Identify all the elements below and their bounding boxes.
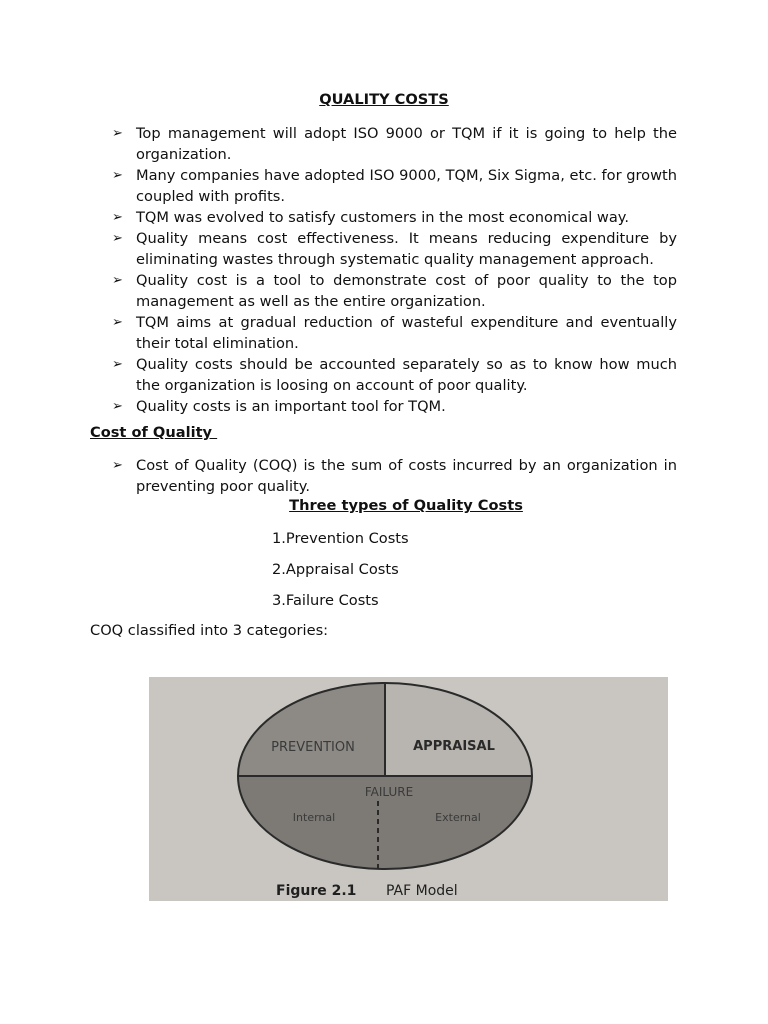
list-item	[112, 165, 677, 207]
internal-label: Internal	[292, 811, 336, 824]
prevention-segment	[229, 677, 385, 776]
appraisal-label: APPRAISAL	[413, 739, 495, 754]
list-item	[112, 455, 677, 497]
arrow-bullet-icon: ➢	[112, 357, 123, 372]
bullet-text: Quality costs should be accounted separately so as to know how much the organization is loosing on account of poor quality.	[136, 356, 677, 394]
figure-caption-title: PAF Model	[386, 883, 458, 899]
arrow-bullet-icon: ➢	[112, 210, 123, 225]
arrow-bullet-icon: ➢	[112, 315, 123, 330]
prevention-label: PREVENTION	[271, 740, 355, 755]
types-heading: Three types of Quality Costs	[289, 497, 523, 514]
arrow-bullet-icon: ➢	[112, 273, 123, 288]
appraisal-segment	[385, 677, 545, 776]
bullet-text: Cost of Quality (COQ) is the sum of costs incurred by an organization in preventing poor quality.	[136, 457, 677, 495]
coq-bullet-list	[112, 455, 677, 497]
list-item: 2.Appraisal Costs	[272, 561, 399, 578]
arrow-bullet-icon: ➢	[112, 168, 123, 183]
bullet-text: TQM aims at gradual reduction of wasteful expenditure and eventually their total elimination.	[136, 314, 677, 352]
external-label: External	[435, 811, 481, 824]
list-item	[112, 354, 677, 396]
figure-caption-number: Figure 2.1	[276, 883, 357, 899]
coq-categories-text: COQ classified into 3 categories:	[90, 622, 329, 639]
list-item: 3.Failure Costs	[272, 592, 379, 609]
arrow-bullet-icon: ➢	[112, 458, 123, 473]
paf-model-diagram	[149, 677, 668, 901]
list-item	[112, 207, 677, 228]
list-item	[112, 396, 677, 417]
bullet-text: Quality means cost effectiveness. It means reducing expenditure by eliminating wastes through systematic quality management approach.	[136, 230, 677, 268]
page-title: QUALITY COSTS	[319, 91, 449, 108]
quality-costs-bullet-list	[112, 123, 677, 417]
arrow-bullet-icon: ➢	[112, 399, 123, 414]
bullet-text: Top management will adopt ISO 9000 or TQM if it is going to help the organization.	[136, 125, 677, 163]
list-item	[112, 123, 677, 165]
arrow-bullet-icon: ➢	[112, 231, 123, 246]
list-item	[112, 228, 677, 270]
list-item: 1.Prevention Costs	[272, 530, 409, 547]
list-item	[112, 312, 677, 354]
failure-label: FAILURE	[364, 785, 414, 799]
paf-model-figure	[149, 677, 668, 901]
bullet-text: Quality costs is an important tool for TQM.	[136, 398, 446, 415]
list-item	[112, 270, 677, 312]
bullet-text: Many companies have adopted ISO 9000, TQM, Six Sigma, etc. for growth coupled with profits.	[136, 167, 677, 205]
arrow-bullet-icon: ➢	[112, 126, 123, 141]
quality-cost-types-list	[272, 528, 409, 621]
cost-of-quality-heading: Cost of Quality	[90, 424, 218, 441]
bullet-text: TQM was evolved to satisfy customers in the most economical way.	[136, 209, 629, 226]
bullet-text: Quality cost is a tool to demonstrate cost of poor quality to the top management as well as the entire organization.	[136, 272, 677, 310]
